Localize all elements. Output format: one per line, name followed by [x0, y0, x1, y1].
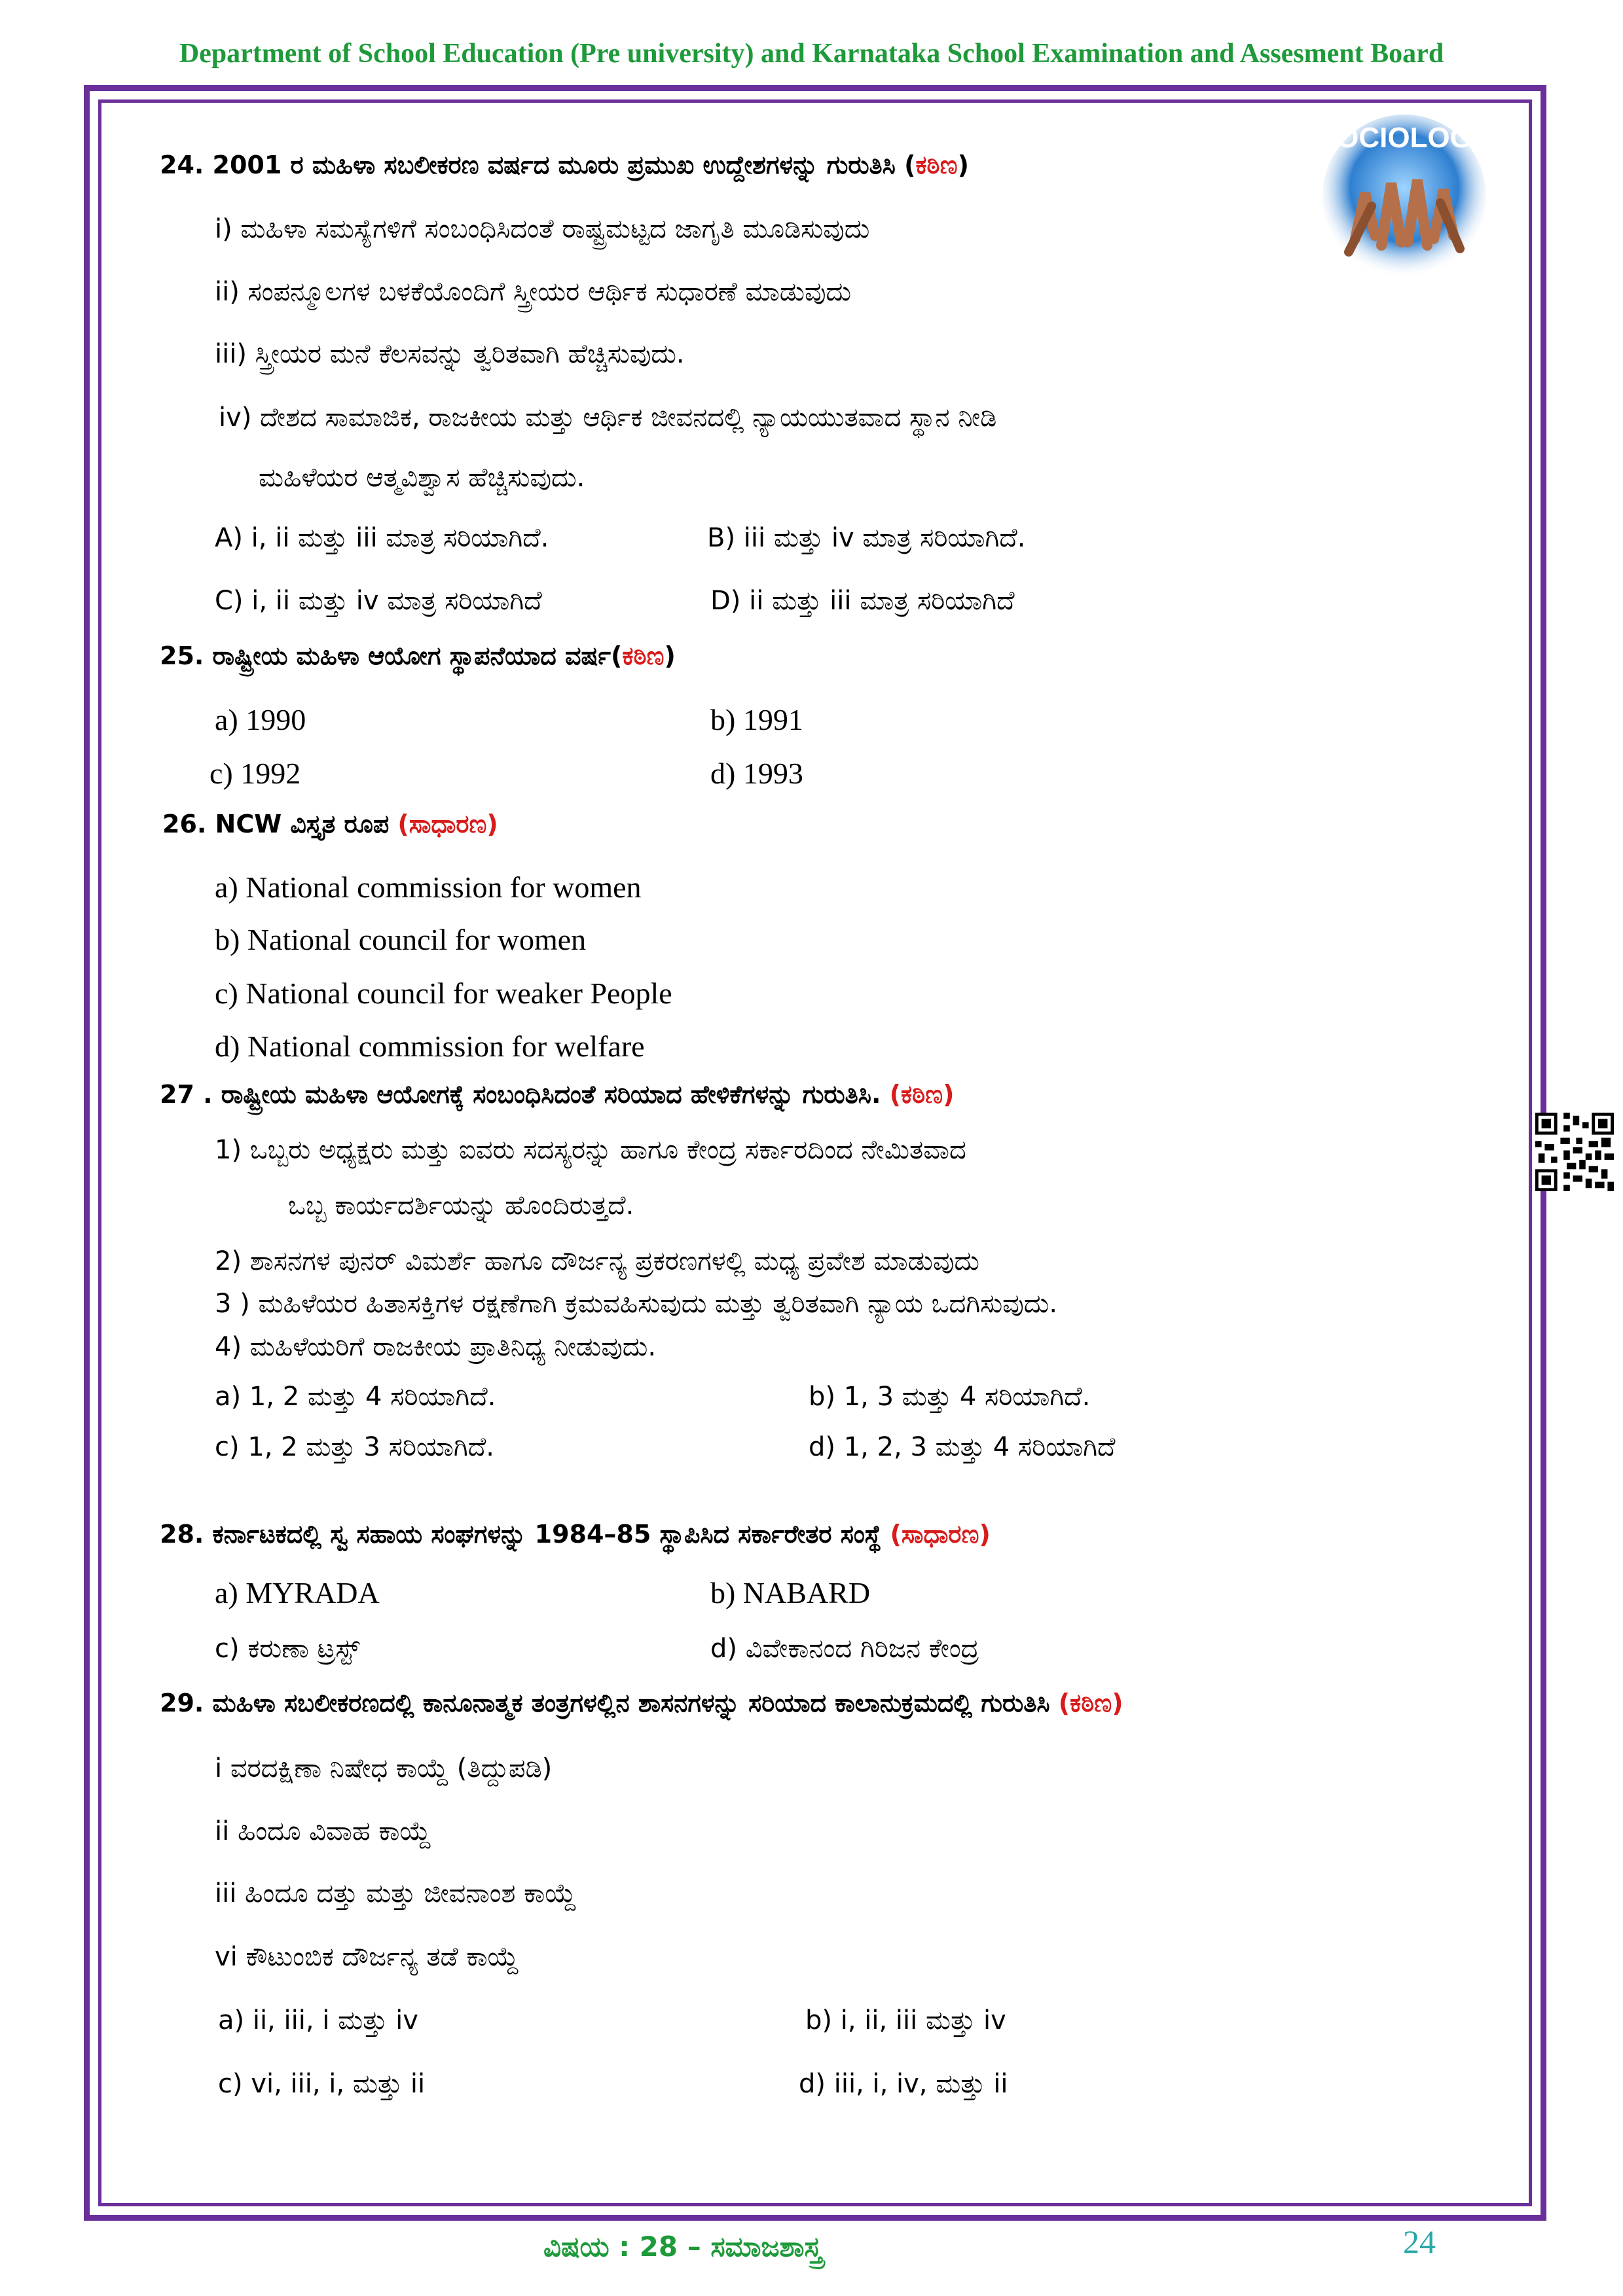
q26-option-d: d) National commission for welfare: [215, 1030, 645, 1063]
page-number: 24: [1403, 2223, 1436, 2260]
q24-option-d: D) ii ಮತ್ತು iii ಮಾತ್ರ ಸರಿಯಾಗಿದೆ: [710, 586, 1015, 616]
q24-statement-1: i) ಮಹಿಳಾ ಸಮಸ್ಯೆಗಳಿಗೆ ಸಂಬಂಧಿಸಿದಂತೆ ರಾಷ್ಟ್ರಮಟ್ಟದ ಜಾಗೃತಿ ಮೂಡಿಸುವುದು: [215, 214, 870, 244]
q28-option-b: b) NABARD: [710, 1576, 871, 1609]
q29-option-d: d) iii, i, iv, ಮತ್ತು ii: [799, 2069, 1008, 2099]
q29-statement-4: vi ಕೌಟುಂಬಿಕ ದೌರ್ಜನ್ಯ ತಡೆ ಕಾಯ್ದೆ: [215, 1942, 519, 1972]
q25-option-c: c) 1992: [210, 757, 301, 790]
q29-statement-2: ii ಹಿಂದೂ ವಿವಾಹ ಕಾಯ್ದೆ: [215, 1816, 431, 1846]
q26-option-b: b) National council for women: [215, 923, 587, 956]
q28-option-c: c) ಕರುಣಾ ಟ್ರಸ್ಟ್: [215, 1634, 360, 1664]
q27-statement-3: 3 ) ಮಹಿಳೆಯರ ಹಿತಾಸಕ್ತಿಗಳ ರಕ್ಷಣೆಗಾಗಿ ಕ್ರಮವಹಿಸುವುದು ಮತ್ತು ತ್ವರಿತವಾಗಿ ನ್ಯಾಯ ಒದಗಿಸುವುದು.: [215, 1289, 1058, 1319]
q24-option-a: A) i, ii ಮತ್ತು iii ಮಾತ್ರ ಸರಿಯಾಗಿದೆ.: [215, 523, 549, 553]
q25-title: 25. ರಾಷ್ಟ್ರೀಯ ಮಹಿಳಾ ಆಯೋಗ ಸ್ಥಾಪನೆಯಾದ ವರ್ಷ(ಕಠಿಣ): [160, 641, 676, 670]
q27-statement-1a: 1) ಒಬ್ಬರು ಅಧ್ಯಕ್ಷರು ಮತ್ತು ಐವರು ಸದಸ್ಯರನ್ನು ಹಾಗೂ ಕೇಂದ್ರ ಸರ್ಕಾರದಿಂದ ನೇಮಿತವಾದ: [215, 1135, 966, 1165]
q27-statement-4: 4) ಮಹಿಳೆಯರಿಗೆ ರಾಜಕೀಯ ಪ್ರಾತಿನಿಧ್ಯ ನೀಡುವುದು.: [215, 1332, 657, 1362]
q26-option-a: a) National commission for women: [215, 870, 642, 904]
q24-statement-2: ii) ಸಂಪನ್ಮೂಲಗಳ ಬಳಕೆಯೊಂದಿಗೆ ಸ್ತ್ರೀಯರ ಆರ್ಥಿಕ ಸುಧಾರಣೆ ಮಾಡುವುದು: [215, 277, 852, 307]
page-footer: ವಿಷಯ : 28 – ಸಮಾಜಶಾಸ್ತ್ರ: [543, 2231, 822, 2263]
sociology-logo: [1309, 115, 1499, 285]
q28-option-d: d) ವಿವೇಕಾನಂದ ಗಿರಿಜನ ಕೇಂದ್ರ: [710, 1634, 979, 1664]
qr-code: [1535, 1113, 1614, 1191]
q27-statement-2: 2) ಶಾಸನಗಳ ಪುನರ್ ವಿಮರ್ಶೆ ಹಾಗೂ ದೌರ್ಜನ್ಯ ಪ್ರಕರಣಗಳಲ್ಲಿ ಮಧ್ಯ ಪ್ರವೇಶ ಮಾಡುವುದು: [215, 1246, 980, 1276]
logo-text: SOCIOLOGY: [1317, 122, 1492, 154]
q28-option-a: a) MYRADA: [215, 1576, 380, 1609]
q29-option-a: a) ii, iii, i ಮತ್ತು iv: [218, 2005, 418, 2036]
q24-statement-4a: iv) ದೇಶದ ಸಾಮಾಜಿಕ, ರಾಜಕೀಯ ಮತ್ತು ಆರ್ಥಿಕ ಜೀವನದಲ್ಲಿ ನ್ಯಾಯಯುತವಾದ ಸ್ಥಾನ ನೀಡಿ: [219, 403, 997, 433]
q26-option-c: c) National council for weaker People: [215, 977, 672, 1010]
q25-option-d: d) 1993: [710, 757, 803, 790]
q29-statement-3: iii ಹಿಂದೂ ದತ್ತು ಮತ್ತು ಜೀವನಾಂಶ ಕಾಯ್ದೆ: [215, 1878, 577, 1909]
q24-option-c: C) i, ii ಮತ್ತು iv ಮಾತ್ರ ಸರಿಯಾಗಿದೆ: [215, 586, 542, 616]
q24-statement-3: iii) ಸ್ತ್ರೀಯರ ಮನೆ ಕೆಲಸವನ್ನು ತ್ವರಿತವಾಗಿ ಹೆಚ್ಚಿಸುವುದು.: [215, 339, 685, 369]
q29-option-c: c) vi, iii, i, ಮತ್ತು ii: [218, 2069, 426, 2099]
q27-option-c: c) 1, 2 ಮತ್ತು 3 ಸರಿಯಾಗಿದೆ.: [215, 1432, 494, 1462]
q29-statement-1: i ವರದಕ್ಷಿಣಾ ನಿಷೇಧ ಕಾಯ್ದೆ (ತಿದ್ದುಪಡಿ): [215, 1753, 553, 1784]
q25-option-a: a) 1990: [215, 703, 306, 736]
q26-title: 26. NCW ವಿಸ್ತೃತ ರೂಪ (ಸಾಧಾರಣ): [162, 810, 498, 838]
page-header: Department of School Education (Pre university) and Karnataka School Examination and Assesment Board: [179, 39, 1444, 69]
q24-option-b: B) iii ಮತ್ತು iv ಮಾತ್ರ ಸರಿಯಾಗಿದೆ.: [707, 523, 1026, 553]
q27-title: 27 . ರಾಷ್ಟ್ರೀಯ ಮಹಿಳಾ ಆಯೋಗಕ್ಕೆ ಸಂಬಂಧಿಸಿದಂತೆ ಸರಿಯಾದ ಹೇಳಿಕೆಗಳನ್ನು ಗುರುತಿಸಿ. (ಕಠಿಣ): [160, 1080, 955, 1109]
q29-title: 29. ಮಹಿಳಾ ಸಬಲೀಕರಣದಲ್ಲಿ ಕಾನೂನಾತ್ಮಕ ತಂತ್ರಗಳಲ್ಲಿನ ಶಾಸನಗಳನ್ನು ಸರಿಯಾದ ಕಾಲಾನುಕ್ರಮದಲ್ಲಿ ಗುರುತಿಸಿ (ಕಠಿಣ): [160, 1689, 1123, 1717]
q29-option-b: b) i, ii, iii ಮತ್ತು iv: [805, 2005, 1006, 2036]
q27-option-a: a) 1, 2 ಮತ್ತು 4 ಸರಿಯಾಗಿದೆ.: [215, 1382, 496, 1412]
q25-option-b: b) 1991: [710, 703, 803, 736]
q24-statement-4b: ಮಹಿಳೆಯರ ಆತ್ಮವಿಶ್ವಾಸ ಹೆಚ್ಚಿಸುವುದು.: [259, 463, 585, 493]
q27-option-d: d) 1, 2, 3 ಮತ್ತು 4 ಸರಿಯಾಗಿದೆ: [809, 1432, 1116, 1462]
q28-title: 28. ಕರ್ನಾಟಕದಲ್ಲಿ ಸ್ವ ಸಹಾಯ ಸಂಘಗಳನ್ನು 1984–85 ಸ್ಥಾಪಿಸಿದ ಸರ್ಕಾರೇತರ ಸಂಸ್ಥೆ (ಸಾಧಾರಣ): [160, 1520, 991, 1549]
q27-option-b: b) 1, 3 ಮತ್ತು 4 ಸರಿಯಾಗಿದೆ.: [809, 1382, 1091, 1412]
q24-title: 24. 2001 ರ ಮಹಿಳಾ ಸಬಲೀಕರಣ ವರ್ಷದ ಮೂರು ಪ್ರಮುಖ ಉದ್ದೇಶಗಳನ್ನು ಗುರುತಿಸಿ (ಕಠಿಣ): [160, 151, 969, 179]
q27-statement-1b: ಒಬ್ಬ ಕಾರ್ಯದರ್ಶಿಯನ್ನು ಹೊಂದಿರುತ್ತದೆ.: [288, 1191, 634, 1221]
